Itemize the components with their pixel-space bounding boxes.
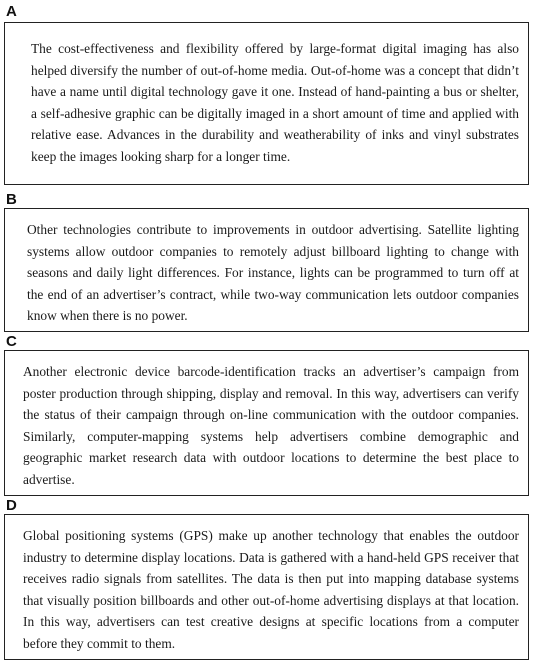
section-label-c: C: [6, 333, 17, 350]
paragraph-box-a: [4, 22, 529, 185]
section-label-d: D: [6, 497, 17, 514]
paragraph-text-a: The cost-effectiveness and flexibility offered by large-format digital imaging has also helped diversify the number of out-of-home media. Out-of-home was a concept that didn’t have a name until digital technology gave it one. Instead of hand-painting a bus or shelter, a self-adhesive graphic can be digitally imaged in a short amount of time and applied with relative ease. Advances in the durability and weatherability of inks and vinyl substrates keep the images looking sharp for a longer time.: [31, 41, 519, 164]
paragraph-box-c: [4, 350, 529, 496]
paragraph-box-d: [4, 514, 529, 660]
section-label-b: B: [6, 191, 17, 208]
paragraph-text-b: Other technologies contribute to improvements in outdoor advertising. Satellite lighting systems allow outdoor companies to remotely adjust billboard lighting to change with seasons and daily light differences. For instance, lights can be programmed to turn off at the end of an advertiser’s contract, while two-way communication lets outdoor companies know when there is no power.: [27, 222, 519, 324]
section-label-a: A: [6, 3, 17, 20]
paragraph-text-d: Global positioning systems (GPS) make up another technology that enables the outdoor industry to determine display locations. Data is gathered with a hand-held GPS receiver that receives radio signals from satellites. The data is then put into mapping database systems that visually position billboards and other out-of-home advertising displays at that location. In this way, advertisers can test creative designs at specific locations from a computer before they commit to them.: [23, 528, 519, 651]
paragraph-box-b: [4, 208, 529, 332]
paragraph-text-c: Another electronic device barcode-identification tracks an advertiser’s campaign from poster production through shipping, display and removal. In this way, advertisers can verify the status of their campaign through on-line communication with the outdoor companies. Similarly, computer-mapping systems help advertisers combine demographic and geographic market research data with outdoor locations to determine the best place to advertise.: [23, 364, 519, 487]
